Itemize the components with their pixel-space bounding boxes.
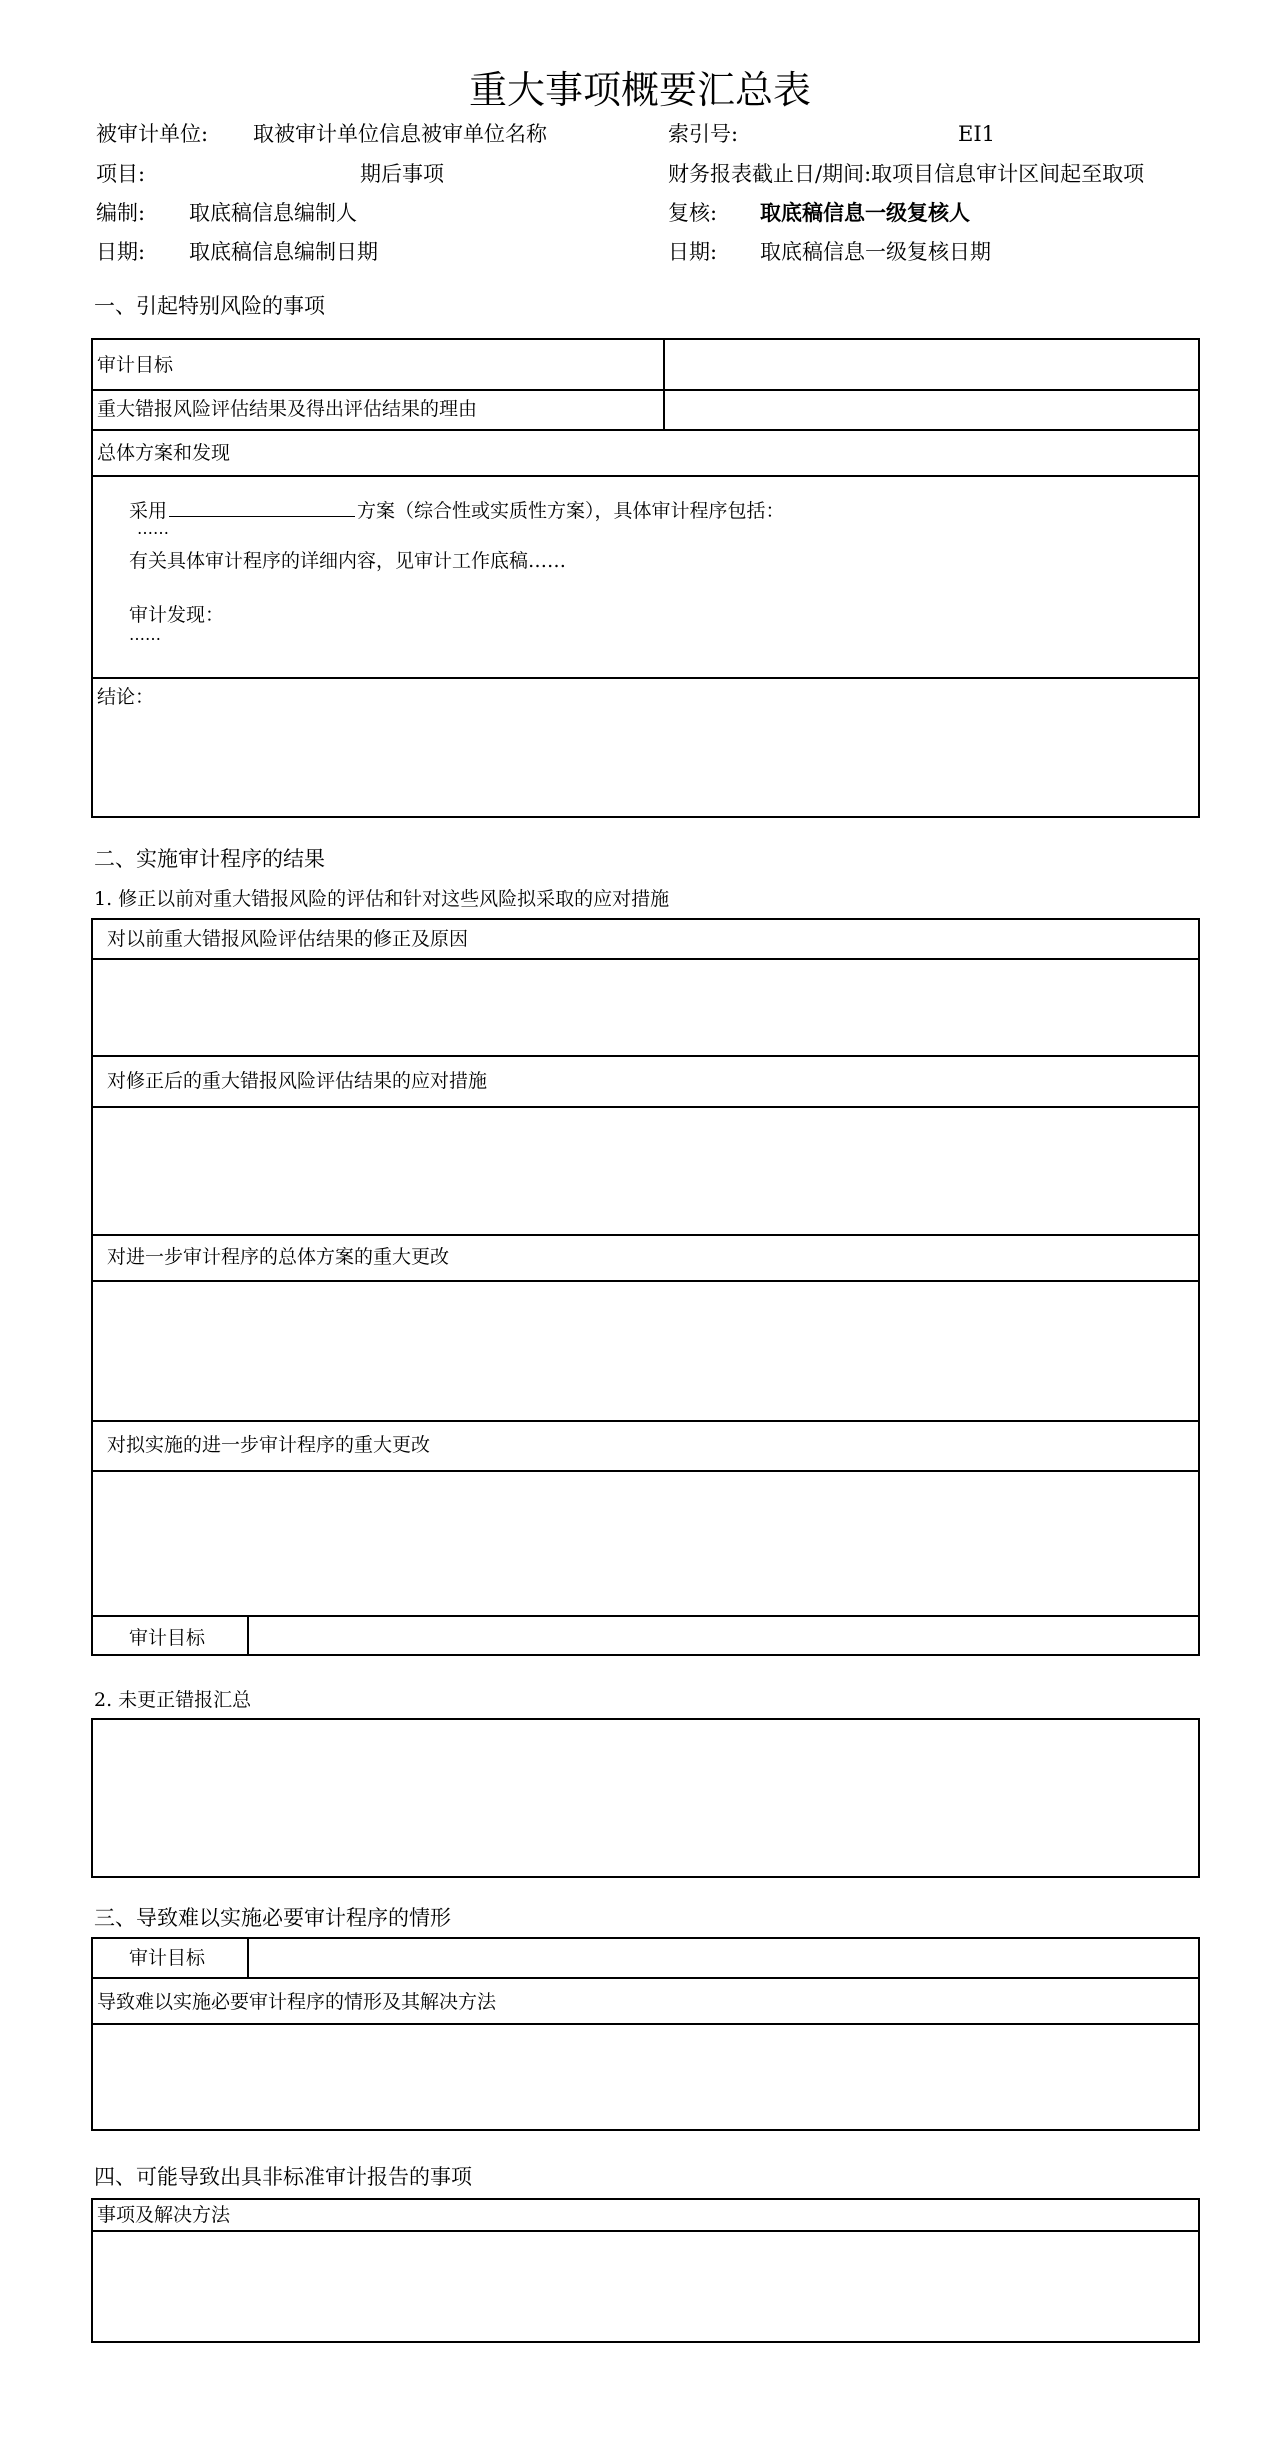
index-number-value: EI1 xyxy=(958,122,995,146)
section2-table xyxy=(91,918,1200,1656)
row-divider xyxy=(93,2230,1198,2232)
reviewer-label: 复核: xyxy=(668,201,718,225)
preparer-value: 取底稿信息编制人 xyxy=(189,201,357,225)
row-divider xyxy=(93,1234,1198,1236)
revision-cell[interactable] xyxy=(97,962,1193,1052)
row-divider xyxy=(93,1470,1198,1472)
matters-cell[interactable] xyxy=(97,2234,1193,2338)
audit-objective-label: 审计目标 xyxy=(97,354,174,376)
project-label: 项目: xyxy=(96,162,146,186)
review-date-label: 日期: xyxy=(668,240,718,264)
section2-sub1: 1. 修正以前对重大错报风险的评估和针对这些风险拟采取的应对措施 xyxy=(94,888,670,910)
audit-objective-cell[interactable] xyxy=(251,1619,1196,1653)
row-divider xyxy=(93,677,1198,679)
section1-heading: 一、引起特别风险的事项 xyxy=(94,294,325,318)
conclusion-label: 结论： xyxy=(97,686,155,708)
uncorrected-misstatements-box[interactable] xyxy=(91,1718,1200,1878)
row-divider xyxy=(93,958,1198,960)
overall-plan-change-label: 对进一步审计程序的总体方案的重大更改 xyxy=(107,1246,450,1268)
response-label: 对修正后的重大错报风险评估结果的应对措施 xyxy=(107,1070,488,1092)
findings-label: 审计发现： xyxy=(129,604,225,626)
plan-type-blank[interactable] xyxy=(169,496,355,517)
row-divider xyxy=(93,429,1198,431)
prepared-date-value: 取底稿信息编制日期 xyxy=(189,240,378,264)
prepared-date-label: 日期: xyxy=(96,240,146,264)
overall-plan-label: 总体方案和发现 xyxy=(97,442,231,464)
row-divider xyxy=(93,1055,1198,1057)
section4-table xyxy=(91,2198,1200,2343)
ellipsis: …… xyxy=(137,519,169,538)
difficulty-cell[interactable] xyxy=(97,2027,1193,2127)
audit-objective-cell[interactable] xyxy=(251,1941,1196,1975)
row-divider xyxy=(93,475,1198,477)
matters-label: 事项及解决方法 xyxy=(97,2204,231,2226)
row-divider xyxy=(93,1280,1198,1282)
risk-assessment-cell[interactable] xyxy=(666,392,1196,426)
section1-table xyxy=(91,338,1200,818)
section3-table xyxy=(91,1937,1200,2131)
ellipsis: …… xyxy=(129,625,161,644)
conclusion-cell[interactable] xyxy=(97,712,1193,812)
audit-objective-cell[interactable] xyxy=(666,342,1196,386)
column-divider xyxy=(247,1939,249,1978)
row-divider xyxy=(93,1420,1198,1422)
audit-objective-label: 审计目标 xyxy=(129,1947,206,1969)
report-period xyxy=(668,160,1280,188)
row-divider xyxy=(93,2023,1198,2025)
audit-objective-label: 审计目标 xyxy=(129,1627,206,1649)
report-period-label: 财务报表截止日/期间: xyxy=(668,162,872,186)
procedure-change-label: 对拟实施的进一步审计程序的重大更改 xyxy=(107,1434,431,1456)
plan-suffix: 方案（综合性或实质性方案），具体审计程序包括： xyxy=(357,500,785,522)
section2-sub2: 2. 未更正错报汇总 xyxy=(94,1689,252,1711)
row-divider xyxy=(93,1977,1198,1979)
project-value: 期后事项 xyxy=(360,162,444,186)
audited-entity-label: 被审计单位: xyxy=(96,122,209,146)
column-divider xyxy=(663,340,665,430)
plan-line xyxy=(129,496,785,524)
index-number-label: 索引号: xyxy=(668,122,739,146)
response-cell[interactable] xyxy=(97,1110,1193,1230)
report-period-value: 取项目信息审计区间起至取项 xyxy=(871,162,1145,186)
difficulty-label: 导致难以实施必要审计程序的情形及其解决方法 xyxy=(97,1991,497,2013)
section2-heading: 二、实施审计程序的结果 xyxy=(94,847,325,871)
row-divider xyxy=(93,1615,1198,1617)
details-text: 有关具体审计程序的详细内容，见审计工作底稿…… xyxy=(129,550,567,572)
risk-assessment-label: 重大错报风险评估结果及得出评估结果的理由 xyxy=(97,398,478,420)
procedure-change-cell[interactable] xyxy=(97,1474,1193,1612)
section3-heading: 三、导致难以实施必要审计程序的情形 xyxy=(94,1906,451,1930)
overall-plan-change-cell[interactable] xyxy=(97,1284,1193,1416)
review-date-value: 取底稿信息一级复核日期 xyxy=(760,240,991,264)
page-title: 重大事项概要汇总表 xyxy=(468,68,811,112)
column-divider xyxy=(247,1615,249,1654)
row-divider xyxy=(93,389,1198,391)
section4-heading: 四、可能导致出具非标准审计报告的事项 xyxy=(94,2165,472,2189)
revision-label: 对以前重大错报风险评估结果的修正及原因 xyxy=(107,928,469,950)
row-divider xyxy=(93,1106,1198,1108)
reviewer-value: 取底稿信息一级复核人 xyxy=(760,201,970,225)
preparer-label: 编制: xyxy=(96,201,146,225)
plan-prefix: 采用 xyxy=(129,500,168,522)
audited-entity-value: 取被审计单位信息被审单位名称 xyxy=(253,122,547,146)
